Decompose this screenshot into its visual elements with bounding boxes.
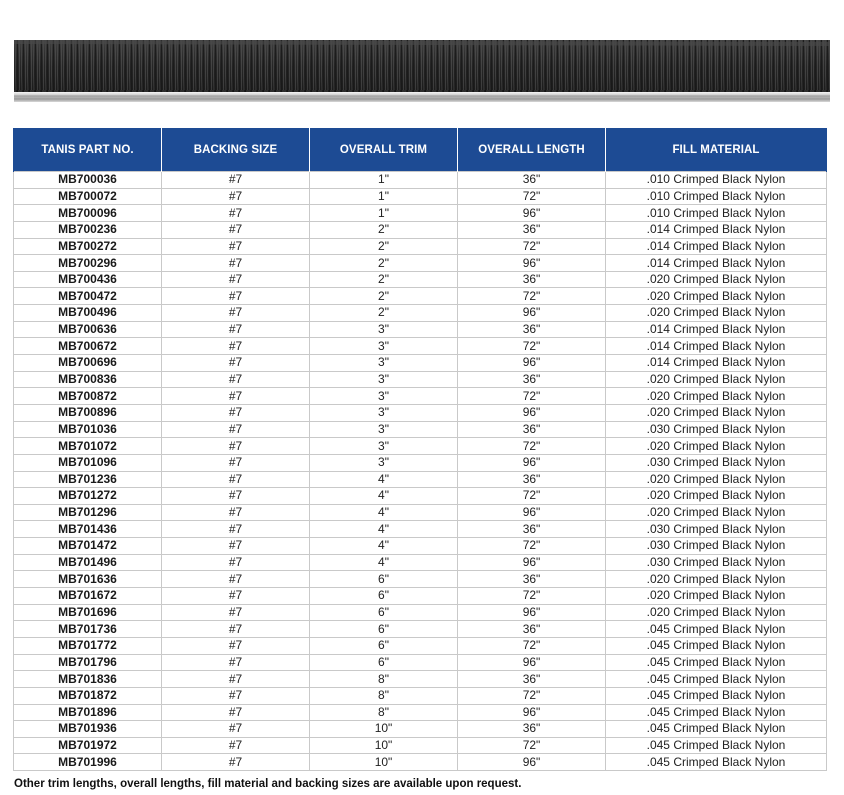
- table-row: [14, 471, 827, 488]
- overall-length-cell: 36": [458, 421, 606, 438]
- part-number-cell: MB701996: [14, 754, 162, 771]
- fill-material-cell: .030 Crimped Black Nylon: [606, 521, 827, 538]
- fill-material-cell: .030 Crimped Black Nylon: [606, 554, 827, 571]
- backing-size-cell: #7: [162, 355, 310, 372]
- fill-material-cell: .020 Crimped Black Nylon: [606, 388, 827, 405]
- table-row: [14, 188, 827, 205]
- table-row: [14, 338, 827, 355]
- backing-size-cell: #7: [162, 654, 310, 671]
- table-row: [14, 671, 827, 688]
- part-number-cell: MB700036: [14, 172, 162, 189]
- overall-length-cell: 72": [458, 588, 606, 605]
- fill-material-cell: .020 Crimped Black Nylon: [606, 588, 827, 605]
- overall-length-cell: 96": [458, 255, 606, 272]
- table-row: [14, 588, 827, 605]
- overall-length-cell: 72": [458, 338, 606, 355]
- table-row: [14, 737, 827, 754]
- part-number-table: [13, 128, 827, 771]
- part-number-cell: MB700836: [14, 371, 162, 388]
- part-number-cell: MB701272: [14, 488, 162, 505]
- part-number-cell: MB701696: [14, 604, 162, 621]
- table-row: [14, 637, 827, 654]
- backing-size-cell: #7: [162, 172, 310, 189]
- fill-material-cell: .030 Crimped Black Nylon: [606, 454, 827, 471]
- overall-length-cell: 96": [458, 454, 606, 471]
- table-row: [14, 538, 827, 555]
- part-number-cell: MB701936: [14, 721, 162, 738]
- backing-size-cell: #7: [162, 221, 310, 238]
- table-row: [14, 355, 827, 372]
- overall-trim-cell: 3": [310, 338, 458, 355]
- overall-trim-cell: 8": [310, 687, 458, 704]
- overall-length-cell: 72": [458, 637, 606, 654]
- table-row: [14, 621, 827, 638]
- part-number-cell: MB700236: [14, 221, 162, 238]
- overall-trim-cell: 2": [310, 221, 458, 238]
- overall-length-cell: 96": [458, 654, 606, 671]
- overall-trim-cell: 4": [310, 471, 458, 488]
- overall-trim-cell: 6": [310, 571, 458, 588]
- backing-size-cell: #7: [162, 255, 310, 272]
- overall-length-cell: 96": [458, 305, 606, 322]
- part-number-cell: MB700296: [14, 255, 162, 272]
- part-number-cell: MB700272: [14, 238, 162, 255]
- backing-size-cell: #7: [162, 588, 310, 605]
- part-number-cell: MB700672: [14, 338, 162, 355]
- part-number-cell: MB701236: [14, 471, 162, 488]
- fill-material-cell: .020 Crimped Black Nylon: [606, 438, 827, 455]
- table-row: [14, 255, 827, 272]
- part-number-cell: MB701096: [14, 454, 162, 471]
- overall-length-cell: 36": [458, 721, 606, 738]
- header-part-no: TANIS PART NO.: [14, 128, 162, 172]
- overall-length-cell: 72": [458, 438, 606, 455]
- overall-length-cell: 36": [458, 571, 606, 588]
- fill-material-cell: .020 Crimped Black Nylon: [606, 571, 827, 588]
- table-row: [14, 221, 827, 238]
- overall-length-cell: 96": [458, 404, 606, 421]
- overall-trim-cell: 3": [310, 438, 458, 455]
- backing-size-cell: #7: [162, 188, 310, 205]
- backing-size-cell: #7: [162, 238, 310, 255]
- part-number-cell: MB700436: [14, 271, 162, 288]
- overall-length-cell: 72": [458, 188, 606, 205]
- overall-trim-cell: 3": [310, 404, 458, 421]
- table-row: [14, 504, 827, 521]
- fill-material-cell: .045 Crimped Black Nylon: [606, 704, 827, 721]
- backing-size-cell: #7: [162, 504, 310, 521]
- table-row: [14, 604, 827, 621]
- overall-length-cell: 96": [458, 205, 606, 222]
- fill-material-cell: .045 Crimped Black Nylon: [606, 721, 827, 738]
- overall-trim-cell: 8": [310, 704, 458, 721]
- part-number-cell: MB701796: [14, 654, 162, 671]
- table-row: [14, 454, 827, 471]
- overall-length-cell: 36": [458, 371, 606, 388]
- overall-length-cell: 96": [458, 754, 606, 771]
- overall-trim-cell: 4": [310, 504, 458, 521]
- table-row: [14, 754, 827, 771]
- fill-material-cell: .014 Crimped Black Nylon: [606, 338, 827, 355]
- fill-material-cell: .020 Crimped Black Nylon: [606, 371, 827, 388]
- table-row: [14, 321, 827, 338]
- overall-trim-cell: 4": [310, 521, 458, 538]
- overall-trim-cell: 6": [310, 654, 458, 671]
- backing-size-cell: #7: [162, 521, 310, 538]
- overall-length-cell: 96": [458, 554, 606, 571]
- fill-material-cell: .020 Crimped Black Nylon: [606, 305, 827, 322]
- overall-trim-cell: 3": [310, 355, 458, 372]
- fill-material-cell: .010 Crimped Black Nylon: [606, 188, 827, 205]
- table-row: [14, 554, 827, 571]
- fill-material-cell: .014 Crimped Black Nylon: [606, 221, 827, 238]
- part-number-cell: MB701472: [14, 538, 162, 555]
- part-number-cell: MB700496: [14, 305, 162, 322]
- strip-brush-photo-icon: [14, 38, 830, 106]
- backing-size-cell: #7: [162, 621, 310, 638]
- backing-size-cell: #7: [162, 371, 310, 388]
- backing-size-cell: #7: [162, 421, 310, 438]
- overall-trim-cell: 3": [310, 421, 458, 438]
- overall-trim-cell: 4": [310, 538, 458, 555]
- backing-size-cell: #7: [162, 721, 310, 738]
- fill-material-cell: .030 Crimped Black Nylon: [606, 538, 827, 555]
- part-number-cell: MB701836: [14, 671, 162, 688]
- backing-size-cell: #7: [162, 271, 310, 288]
- part-number-cell: MB701872: [14, 687, 162, 704]
- part-number-cell: MB700072: [14, 188, 162, 205]
- header-backing-size: BACKING SIZE: [162, 128, 310, 172]
- part-number-cell: MB701496: [14, 554, 162, 571]
- overall-trim-cell: 8": [310, 671, 458, 688]
- backing-size-cell: #7: [162, 488, 310, 505]
- overall-trim-cell: 3": [310, 388, 458, 405]
- overall-trim-cell: 6": [310, 604, 458, 621]
- table-row: [14, 488, 827, 505]
- table-row: [14, 371, 827, 388]
- header-overall-length: OVERALL LENGTH: [458, 128, 606, 172]
- header-overall-trim: OVERALL TRIM: [310, 128, 458, 172]
- part-number-cell: MB700872: [14, 388, 162, 405]
- overall-trim-cell: 10": [310, 754, 458, 771]
- overall-trim-cell: 2": [310, 238, 458, 255]
- backing-size-cell: #7: [162, 321, 310, 338]
- table-row: [14, 687, 827, 704]
- part-number-cell: MB701896: [14, 704, 162, 721]
- table-row: [14, 388, 827, 405]
- fill-material-cell: .045 Crimped Black Nylon: [606, 687, 827, 704]
- part-number-cell: MB701036: [14, 421, 162, 438]
- overall-length-cell: 36": [458, 271, 606, 288]
- part-number-cell: MB701296: [14, 504, 162, 521]
- backing-size-cell: #7: [162, 604, 310, 621]
- overall-length-cell: 72": [458, 687, 606, 704]
- fill-material-cell: .014 Crimped Black Nylon: [606, 255, 827, 272]
- backing-size-cell: #7: [162, 205, 310, 222]
- backing-size-cell: #7: [162, 388, 310, 405]
- fill-material-cell: .010 Crimped Black Nylon: [606, 205, 827, 222]
- fill-material-cell: .020 Crimped Black Nylon: [606, 604, 827, 621]
- overall-trim-cell: 10": [310, 721, 458, 738]
- part-number-cell: MB701672: [14, 588, 162, 605]
- fill-material-cell: .010 Crimped Black Nylon: [606, 172, 827, 189]
- part-number-cell: MB700696: [14, 355, 162, 372]
- overall-trim-cell: 2": [310, 305, 458, 322]
- table-row: [14, 238, 827, 255]
- overall-length-cell: 36": [458, 621, 606, 638]
- overall-length-cell: 72": [458, 488, 606, 505]
- overall-length-cell: 36": [458, 221, 606, 238]
- overall-trim-cell: 6": [310, 637, 458, 654]
- table-header-row: [14, 128, 827, 172]
- overall-length-cell: 36": [458, 521, 606, 538]
- overall-length-cell: 36": [458, 471, 606, 488]
- overall-length-cell: 72": [458, 288, 606, 305]
- overall-length-cell: 72": [458, 238, 606, 255]
- table-row: [14, 205, 827, 222]
- overall-trim-cell: 3": [310, 321, 458, 338]
- backing-size-cell: #7: [162, 438, 310, 455]
- backing-size-cell: #7: [162, 704, 310, 721]
- part-number-cell: MB701972: [14, 737, 162, 754]
- overall-trim-cell: 1": [310, 172, 458, 189]
- overall-trim-cell: 2": [310, 288, 458, 305]
- backing-size-cell: #7: [162, 554, 310, 571]
- overall-length-cell: 96": [458, 355, 606, 372]
- overall-length-cell: 36": [458, 321, 606, 338]
- overall-length-cell: 96": [458, 504, 606, 521]
- fill-material-cell: .014 Crimped Black Nylon: [606, 238, 827, 255]
- overall-length-cell: 96": [458, 604, 606, 621]
- table-row: [14, 521, 827, 538]
- overall-length-cell: 36": [458, 172, 606, 189]
- overall-length-cell: 72": [458, 737, 606, 754]
- table-row: [14, 704, 827, 721]
- backing-size-cell: #7: [162, 571, 310, 588]
- part-number-cell: MB701636: [14, 571, 162, 588]
- overall-trim-cell: 3": [310, 454, 458, 471]
- overall-length-cell: 72": [458, 388, 606, 405]
- part-number-cell: MB701772: [14, 637, 162, 654]
- table-row: [14, 571, 827, 588]
- fill-material-cell: .045 Crimped Black Nylon: [606, 621, 827, 638]
- overall-length-cell: 72": [458, 538, 606, 555]
- table-row: [14, 288, 827, 305]
- overall-trim-cell: 1": [310, 205, 458, 222]
- backing-size-cell: #7: [162, 637, 310, 654]
- backing-size-cell: #7: [162, 737, 310, 754]
- backing-size-cell: #7: [162, 754, 310, 771]
- fill-material-cell: .020 Crimped Black Nylon: [606, 504, 827, 521]
- part-number-cell: MB700636: [14, 321, 162, 338]
- availability-footnote: Other trim lengths, overall lengths, fill material and backing sizes are available upon request.: [14, 778, 522, 790]
- overall-trim-cell: 6": [310, 621, 458, 638]
- overall-trim-cell: 3": [310, 371, 458, 388]
- overall-trim-cell: 10": [310, 737, 458, 754]
- part-number-cell: MB701736: [14, 621, 162, 638]
- overall-trim-cell: 4": [310, 488, 458, 505]
- table-row: [14, 404, 827, 421]
- backing-size-cell: #7: [162, 471, 310, 488]
- table-row: [14, 438, 827, 455]
- part-number-cell: MB700472: [14, 288, 162, 305]
- fill-material-cell: .020 Crimped Black Nylon: [606, 488, 827, 505]
- overall-trim-cell: 4": [310, 554, 458, 571]
- part-number-cell: MB700896: [14, 404, 162, 421]
- backing-size-cell: #7: [162, 538, 310, 555]
- table-row: [14, 721, 827, 738]
- backing-size-cell: #7: [162, 687, 310, 704]
- table-row: [14, 305, 827, 322]
- backing-size-cell: #7: [162, 454, 310, 471]
- backing-size-cell: #7: [162, 404, 310, 421]
- part-number-cell: MB700096: [14, 205, 162, 222]
- backing-size-cell: #7: [162, 338, 310, 355]
- fill-material-cell: .020 Crimped Black Nylon: [606, 288, 827, 305]
- table-row: [14, 654, 827, 671]
- overall-trim-cell: 6": [310, 588, 458, 605]
- table-body: [14, 172, 827, 771]
- fill-material-cell: .020 Crimped Black Nylon: [606, 271, 827, 288]
- fill-material-cell: .045 Crimped Black Nylon: [606, 671, 827, 688]
- table-header: [14, 128, 827, 172]
- overall-trim-cell: 1": [310, 188, 458, 205]
- backing-size-cell: #7: [162, 288, 310, 305]
- table-row: [14, 172, 827, 189]
- fill-material-cell: .030 Crimped Black Nylon: [606, 421, 827, 438]
- part-number-cell: MB701436: [14, 521, 162, 538]
- fill-material-cell: .014 Crimped Black Nylon: [606, 355, 827, 372]
- backing-size-cell: #7: [162, 305, 310, 322]
- fill-material-cell: .014 Crimped Black Nylon: [606, 321, 827, 338]
- fill-material-cell: .020 Crimped Black Nylon: [606, 471, 827, 488]
- fill-material-cell: .020 Crimped Black Nylon: [606, 404, 827, 421]
- table-row: [14, 271, 827, 288]
- overall-trim-cell: 2": [310, 255, 458, 272]
- fill-material-cell: .045 Crimped Black Nylon: [606, 637, 827, 654]
- fill-material-cell: .045 Crimped Black Nylon: [606, 654, 827, 671]
- header-fill-material: FILL MATERIAL: [606, 128, 827, 172]
- part-number-cell: MB701072: [14, 438, 162, 455]
- table-row: [14, 421, 827, 438]
- overall-trim-cell: 2": [310, 271, 458, 288]
- backing-size-cell: #7: [162, 671, 310, 688]
- fill-material-cell: .045 Crimped Black Nylon: [606, 754, 827, 771]
- overall-length-cell: 96": [458, 704, 606, 721]
- fill-material-cell: .045 Crimped Black Nylon: [606, 737, 827, 754]
- overall-length-cell: 36": [458, 671, 606, 688]
